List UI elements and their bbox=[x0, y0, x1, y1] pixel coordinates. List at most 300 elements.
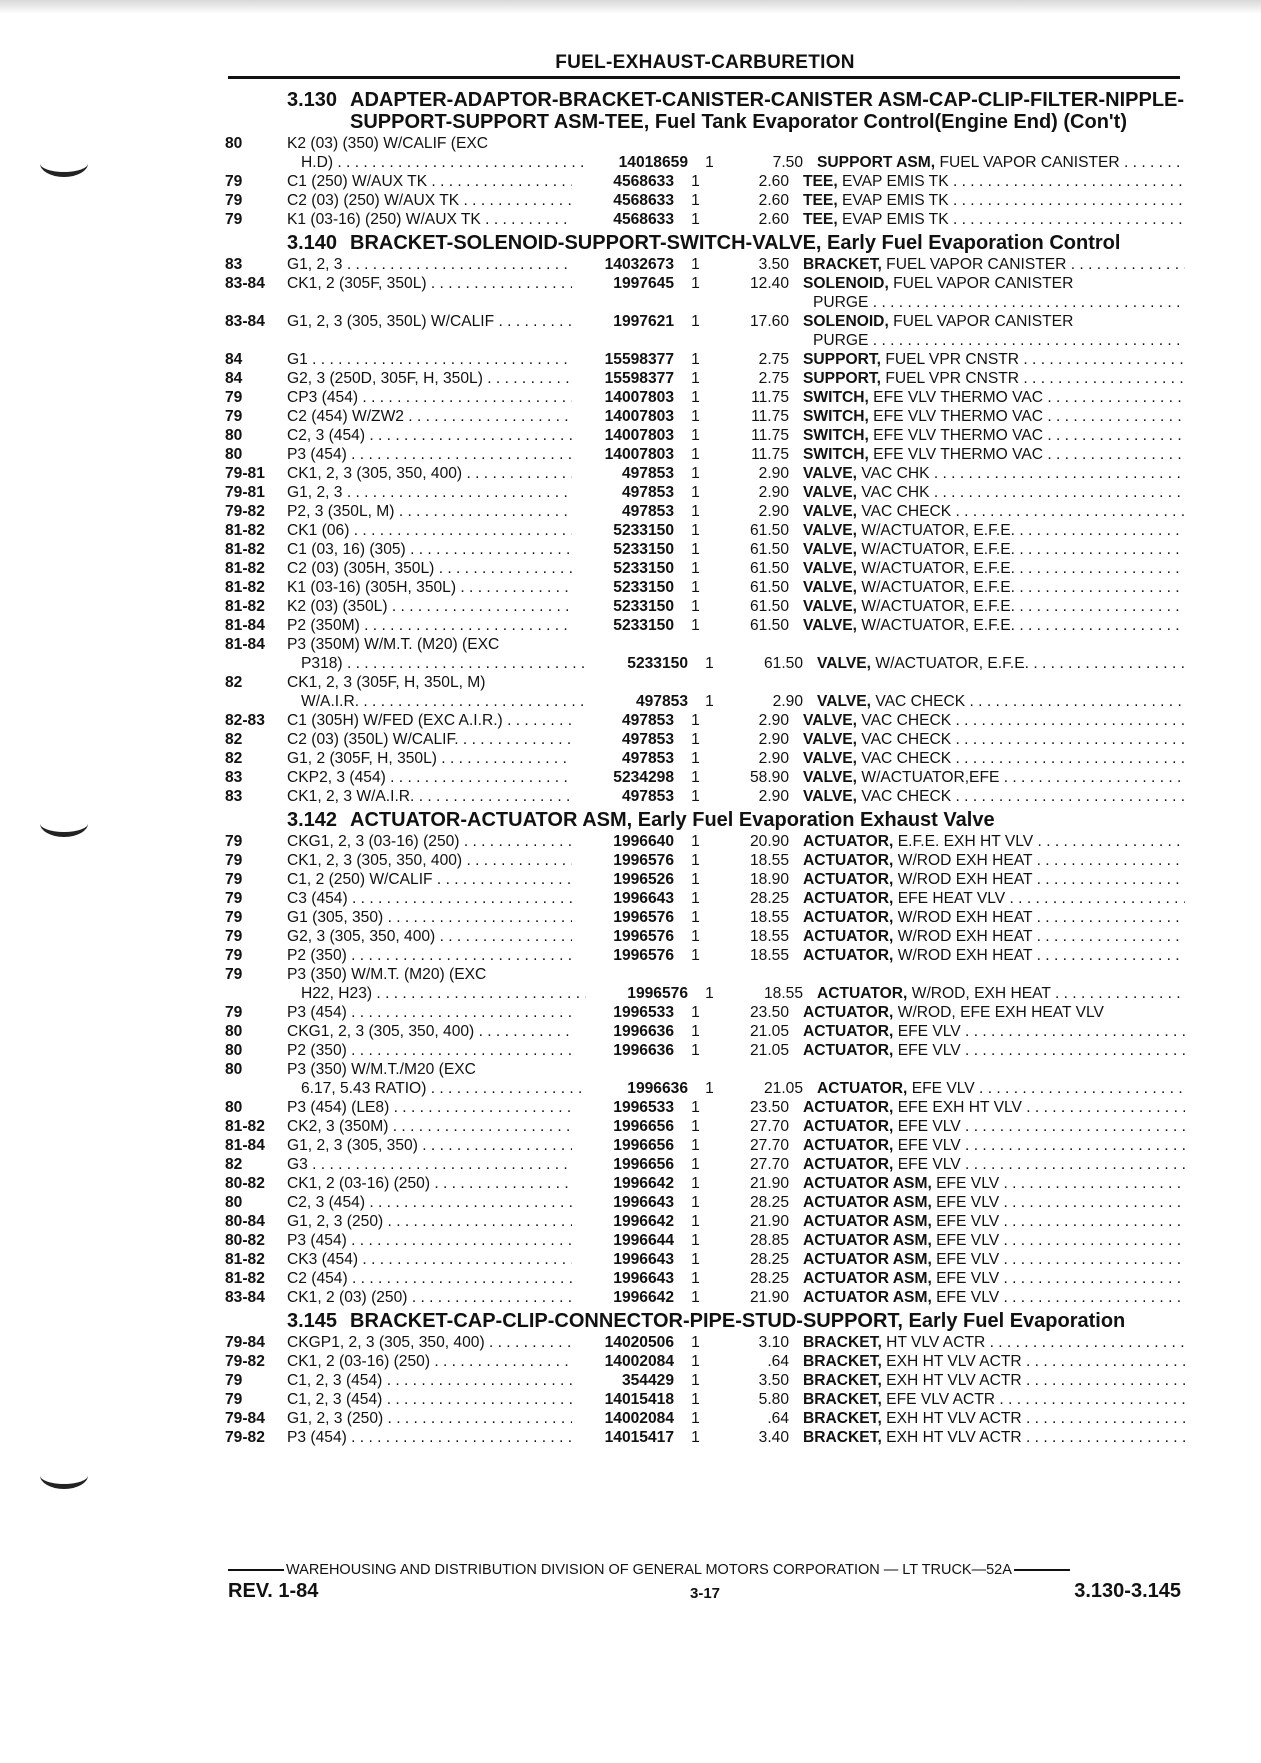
description-detail: FUEL VAPOR CANISTER bbox=[881, 256, 1067, 273]
part-number: 1996642 bbox=[613, 1213, 674, 1230]
quantity: 1 bbox=[691, 1410, 700, 1427]
part-number: 1997621 bbox=[613, 313, 674, 330]
application: G1, 2, 3 (250) . . . bbox=[287, 1212, 572, 1231]
parts-listing bbox=[225, 86, 1185, 1447]
quantity-blank bbox=[674, 134, 717, 153]
description-detail: FUEL VPR CNSTR bbox=[880, 351, 1020, 368]
part-number: 497853 bbox=[621, 465, 674, 482]
footer-division-text: WAREHOUSING AND DISTRIBUTION DIVISION OF GENERAL MOTORS CORPORATION — LT TRUCK—52A bbox=[286, 1562, 1012, 1578]
quantity: 1 bbox=[691, 712, 700, 729]
description-noun: ACTUATOR ASM, bbox=[803, 1232, 932, 1249]
part-number: 4568633 bbox=[613, 211, 674, 228]
description bbox=[789, 1041, 1185, 1060]
description-noun: BRACKET, bbox=[803, 256, 882, 273]
part-number: 14015418 bbox=[604, 1391, 674, 1408]
description bbox=[789, 1174, 1185, 1193]
description-noun: BRACKET, bbox=[803, 1391, 882, 1408]
description-noun: VALVE, bbox=[803, 465, 858, 482]
description-detail: EFE VLV THERMO VAC bbox=[868, 408, 1044, 425]
quantity: 1 bbox=[691, 370, 700, 387]
price: 2.90 bbox=[758, 465, 789, 482]
description-noun: ACTUATOR, bbox=[803, 1004, 894, 1021]
model-year: 81-84 bbox=[225, 617, 265, 634]
price: 5.80 bbox=[758, 1391, 789, 1408]
model-year: 79-81 bbox=[225, 484, 265, 501]
description-noun: VALVE, bbox=[803, 750, 858, 767]
description-detail: EXH HT VLV ACTR bbox=[881, 1353, 1022, 1370]
description-noun: VALVE, bbox=[803, 712, 858, 729]
description-blank bbox=[789, 965, 1185, 984]
price: .64 bbox=[767, 1353, 789, 1370]
price: 11.75 bbox=[751, 446, 789, 463]
part-row bbox=[225, 1231, 1185, 1250]
description bbox=[789, 1098, 1185, 1117]
price: 11.75 bbox=[751, 408, 789, 425]
description-detail: EFE VLV bbox=[931, 1289, 1000, 1306]
description-detail: W/ACTUATOR, E.F.E. bbox=[857, 579, 1015, 596]
section-title: BRACKET-CAP-CLIP-CONNECTOR-PIPE-STUD-SUPPORT, Early Fuel Evaporation bbox=[350, 1310, 1126, 1332]
description-continued-row bbox=[225, 331, 1185, 350]
description-detail: VAC CHECK bbox=[857, 503, 952, 520]
description bbox=[789, 730, 1185, 749]
description-noun: VALVE, bbox=[803, 560, 858, 577]
model-year: 79-84 bbox=[225, 1334, 265, 1351]
quantity: 1 bbox=[691, 852, 700, 869]
quantity-blank bbox=[674, 635, 717, 654]
part-number: 1996576 bbox=[613, 928, 674, 945]
quantity: 1 bbox=[691, 192, 700, 209]
model-year: 79 bbox=[225, 833, 243, 850]
description-detail: W/ROD, EXH HEAT bbox=[907, 985, 1051, 1002]
quantity-blank bbox=[674, 1060, 717, 1079]
quantity-blank bbox=[674, 673, 717, 692]
quantity-blank bbox=[674, 293, 717, 312]
part-row bbox=[225, 445, 1185, 464]
price: 61.50 bbox=[749, 598, 789, 615]
price: 2.90 bbox=[772, 693, 803, 710]
quantity: 1 bbox=[691, 522, 700, 539]
part-row bbox=[225, 616, 1185, 635]
description-noun: ACTUATOR, bbox=[803, 1137, 894, 1154]
price: 21.05 bbox=[749, 1023, 789, 1040]
part-number: 1996526 bbox=[613, 871, 674, 888]
description-noun: ACTUATOR, bbox=[803, 909, 894, 926]
application: P2, 3 (350L, M) . . . bbox=[287, 502, 572, 521]
description bbox=[803, 153, 1185, 172]
quantity: 1 bbox=[691, 1391, 700, 1408]
description-noun: SWITCH, bbox=[803, 446, 869, 463]
price: 18.55 bbox=[749, 909, 789, 926]
model-year: 81-84 bbox=[225, 1137, 265, 1154]
price: 11.75 bbox=[751, 389, 789, 406]
part-row-continued bbox=[225, 654, 1185, 673]
price: 28.25 bbox=[749, 1270, 789, 1287]
part-row-continued bbox=[225, 984, 1185, 1003]
description-noun: ACTUATOR, bbox=[803, 833, 894, 850]
model-year: 82 bbox=[225, 674, 243, 691]
part-row bbox=[225, 134, 1185, 153]
quantity: 1 bbox=[691, 750, 700, 767]
quantity: 1 bbox=[691, 389, 700, 406]
description bbox=[789, 1409, 1185, 1428]
application: G1, 2, 3 (305, 350) . . . bbox=[287, 1136, 572, 1155]
price: 3.50 bbox=[758, 1372, 789, 1389]
quantity: 1 bbox=[691, 928, 700, 945]
description-detail: W/ACTUATOR, E.F.E. bbox=[857, 598, 1015, 615]
part-number: 1996636 bbox=[613, 1023, 674, 1040]
application: C1 (305H) W/FED (EXC A.I.R.) . . . bbox=[287, 711, 572, 730]
part-number-blank bbox=[572, 635, 674, 654]
footer-revision: REV. 1-84 bbox=[228, 1580, 319, 1602]
application: P2 (350) . . . bbox=[287, 1041, 572, 1060]
price-blank bbox=[717, 673, 789, 692]
model-year: 79-82 bbox=[225, 1429, 265, 1446]
model-year: 84 bbox=[225, 351, 243, 368]
model-year: 83-84 bbox=[225, 275, 265, 292]
model-year: 79-81 bbox=[225, 465, 265, 482]
quantity: 1 bbox=[691, 1175, 700, 1192]
price: 61.50 bbox=[749, 560, 789, 577]
price: 2.90 bbox=[758, 712, 789, 729]
model-year: 82-83 bbox=[225, 712, 265, 729]
description bbox=[789, 191, 1185, 210]
description bbox=[789, 1117, 1185, 1136]
part-number-blank bbox=[572, 293, 674, 312]
part-number: 5233150 bbox=[613, 541, 674, 558]
part-row bbox=[225, 787, 1185, 806]
application: G1, 2, 3 (250) . . . bbox=[287, 1409, 572, 1428]
part-row bbox=[225, 908, 1185, 927]
part-row bbox=[225, 1390, 1185, 1409]
description-noun: SWITCH, bbox=[803, 408, 869, 425]
description bbox=[789, 908, 1185, 927]
description bbox=[789, 559, 1185, 578]
quantity: 1 bbox=[691, 833, 700, 850]
description-noun: VALVE, bbox=[803, 731, 858, 748]
description bbox=[789, 1250, 1185, 1269]
description bbox=[789, 851, 1185, 870]
section-number: 3.130 bbox=[287, 89, 338, 111]
model-year: 79 bbox=[225, 389, 243, 406]
part-number: 497853 bbox=[621, 484, 674, 501]
description-detail: W/ACTUATOR, E.F.E. bbox=[857, 541, 1015, 558]
application: CKG1, 2, 3 (03-16) (250) . . . bbox=[287, 832, 572, 851]
binder-hole-mark bbox=[40, 810, 88, 837]
quantity: 1 bbox=[691, 503, 700, 520]
part-row bbox=[225, 768, 1185, 787]
quantity: 1 bbox=[691, 1042, 700, 1059]
section-heading bbox=[225, 232, 1185, 254]
price: 2.60 bbox=[758, 192, 789, 209]
part-number: 14007803 bbox=[604, 408, 674, 425]
part-row bbox=[225, 1193, 1185, 1212]
quantity: 1 bbox=[691, 1004, 700, 1021]
quantity: 1 bbox=[691, 408, 700, 425]
description-noun: ACTUATOR, bbox=[803, 871, 894, 888]
part-row-continued bbox=[225, 692, 1185, 711]
description-detail: VAC CHECK bbox=[857, 788, 952, 805]
model-year: 83-84 bbox=[225, 1289, 265, 1306]
price: 2.60 bbox=[758, 173, 789, 190]
part-row bbox=[225, 749, 1185, 768]
quantity: 1 bbox=[691, 446, 700, 463]
part-row bbox=[225, 635, 1185, 654]
description bbox=[789, 502, 1185, 521]
part-row bbox=[225, 965, 1185, 984]
quantity: 1 bbox=[691, 1156, 700, 1173]
footer-rule-right bbox=[1014, 1569, 1070, 1571]
description-blank bbox=[789, 635, 1185, 654]
quantity: 1 bbox=[691, 173, 700, 190]
application: CK1, 2, 3 (305, 350, 400) . . . bbox=[287, 851, 572, 870]
model-year: 83 bbox=[225, 769, 243, 786]
model-year-blank bbox=[225, 331, 287, 350]
model-year: 81-82 bbox=[225, 1251, 265, 1268]
part-number: 5233150 bbox=[613, 522, 674, 539]
description bbox=[789, 445, 1185, 464]
part-row bbox=[225, 1333, 1185, 1352]
application: CK1, 2 (03-16) (250) . . . bbox=[287, 1174, 572, 1193]
description bbox=[789, 1193, 1185, 1212]
quantity-blank bbox=[674, 965, 717, 984]
description bbox=[789, 464, 1185, 483]
quantity: 1 bbox=[691, 1353, 700, 1370]
description-noun: ACTUATOR ASM, bbox=[803, 1175, 932, 1192]
model-year: 80 bbox=[225, 1042, 243, 1059]
description bbox=[789, 1022, 1185, 1041]
application: C2 (03) (250) W/AUX TK . . . bbox=[287, 191, 572, 210]
quantity: 1 bbox=[691, 313, 700, 330]
application: CKP2, 3 (454) . . . bbox=[287, 768, 572, 787]
application: G1 (305, 350) . . . bbox=[287, 908, 572, 927]
quantity: 1 bbox=[691, 890, 700, 907]
description bbox=[789, 749, 1185, 768]
application: P2 (350M) . . . bbox=[287, 616, 572, 635]
part-number: 14007803 bbox=[604, 446, 674, 463]
part-row bbox=[225, 191, 1185, 210]
quantity: 1 bbox=[691, 1334, 700, 1351]
description-noun: TEE, bbox=[803, 211, 838, 228]
description bbox=[789, 1371, 1185, 1390]
description-detail: EVAP EMIS TK bbox=[837, 173, 949, 190]
section-number: 3.145 bbox=[287, 1310, 338, 1332]
page-header-title: FUEL-EXHAUST-CARBURETION bbox=[555, 52, 855, 73]
application: CK1, 2, 3 W/A.I.R. . . . bbox=[287, 787, 572, 806]
description-detail: VAC CHK bbox=[857, 465, 930, 482]
description bbox=[789, 521, 1185, 540]
quantity: 1 bbox=[691, 617, 700, 634]
quantity: 1 bbox=[691, 1137, 700, 1154]
description-detail: EXH HT VLV ACTR bbox=[881, 1410, 1022, 1427]
quantity: 1 bbox=[691, 1429, 700, 1446]
part-number-blank bbox=[572, 965, 674, 984]
model-year: 81-82 bbox=[225, 541, 265, 558]
application: CK2, 3 (350M) . . . bbox=[287, 1117, 572, 1136]
description-detail: VAC CHK bbox=[857, 484, 930, 501]
description-detail: W/ROD EXH HEAT bbox=[893, 947, 1033, 964]
price: 28.25 bbox=[749, 1251, 789, 1268]
description-noun: BRACKET, bbox=[803, 1353, 882, 1370]
application: G1, 2 (305F, H, 350L) . . . bbox=[287, 749, 572, 768]
part-number: 1996642 bbox=[613, 1289, 674, 1306]
application: C2 (03) (305H, 350L) . . . bbox=[287, 559, 572, 578]
quantity: 1 bbox=[705, 693, 714, 710]
description bbox=[789, 832, 1185, 851]
part-row bbox=[225, 946, 1185, 965]
description bbox=[789, 274, 1185, 293]
part-row bbox=[225, 1212, 1185, 1231]
part-number: 5234298 bbox=[613, 769, 674, 786]
part-number: 354429 bbox=[621, 1372, 674, 1389]
description-detail: EFE HEAT VLV bbox=[893, 890, 1006, 907]
part-number: 15598377 bbox=[604, 370, 674, 387]
description bbox=[789, 1352, 1185, 1371]
application: C1 (03, 16) (305) . . . bbox=[287, 540, 572, 559]
application-continued: H22, H23) . . . bbox=[287, 984, 586, 1003]
description bbox=[789, 597, 1185, 616]
part-row bbox=[225, 730, 1185, 749]
quantity: 1 bbox=[691, 788, 700, 805]
application-blank bbox=[287, 331, 572, 350]
quantity: 1 bbox=[691, 211, 700, 228]
price: 12.40 bbox=[749, 275, 789, 292]
price: 7.50 bbox=[772, 154, 803, 171]
part-row bbox=[225, 350, 1185, 369]
quantity: 1 bbox=[691, 769, 700, 786]
part-number: 1996642 bbox=[613, 1175, 674, 1192]
description-noun: BRACKET, bbox=[803, 1429, 882, 1446]
description-detail: W/ACTUATOR, E.F.E. bbox=[857, 522, 1015, 539]
description bbox=[789, 255, 1185, 274]
part-number-blank bbox=[572, 1060, 674, 1079]
application: C1, 2, 3 (454) . . . bbox=[287, 1371, 572, 1390]
model-year: 79-84 bbox=[225, 1410, 265, 1427]
application: P3 (350) W/M.T. (M20) (EXC bbox=[287, 966, 487, 983]
description-noun: ACTUATOR, bbox=[803, 1156, 894, 1173]
description bbox=[789, 1390, 1185, 1409]
part-row bbox=[225, 1250, 1185, 1269]
description-continued-row bbox=[225, 293, 1185, 312]
application-continued: W/A.I.R. . . . bbox=[287, 692, 586, 711]
part-row bbox=[225, 1155, 1185, 1174]
part-row bbox=[225, 559, 1185, 578]
quantity: 1 bbox=[691, 541, 700, 558]
price: 61.50 bbox=[763, 655, 803, 672]
quantity: 1 bbox=[705, 985, 714, 1002]
application: G3 . . . bbox=[287, 1155, 572, 1174]
description-noun: ACTUATOR, bbox=[817, 985, 908, 1002]
price: 2.75 bbox=[758, 351, 789, 368]
part-number: 497853 bbox=[621, 788, 674, 805]
description bbox=[789, 927, 1185, 946]
model-year: 79 bbox=[225, 408, 243, 425]
price-blank bbox=[717, 965, 789, 984]
description-continued-text: PURGE bbox=[813, 332, 869, 349]
model-year: 80-82 bbox=[225, 1175, 265, 1192]
part-row bbox=[225, 1288, 1185, 1307]
quantity: 1 bbox=[691, 1213, 700, 1230]
model-year: 83 bbox=[225, 256, 243, 273]
description-detail: W/ROD EXH HEAT bbox=[893, 852, 1033, 869]
part-row bbox=[225, 407, 1185, 426]
section-number: 3.140 bbox=[287, 232, 338, 254]
model-year: 81-82 bbox=[225, 579, 265, 596]
model-year: 79-82 bbox=[225, 503, 265, 520]
price: 17.60 bbox=[749, 313, 789, 330]
quantity: 1 bbox=[691, 1023, 700, 1040]
part-number: 1996643 bbox=[613, 1270, 674, 1287]
price: 18.55 bbox=[763, 985, 803, 1002]
quantity: 1 bbox=[691, 1232, 700, 1249]
price: 20.90 bbox=[749, 833, 789, 850]
part-row bbox=[225, 388, 1185, 407]
quantity: 1 bbox=[691, 598, 700, 615]
price: 2.90 bbox=[758, 731, 789, 748]
description-detail: W/ROD, EFE EXH HEAT VLV bbox=[893, 1004, 1104, 1021]
description-noun: BRACKET, bbox=[803, 1334, 882, 1351]
description bbox=[789, 616, 1185, 635]
description-detail: EFE VLV bbox=[893, 1137, 961, 1154]
description-noun: VALVE, bbox=[803, 541, 858, 558]
part-row bbox=[225, 1117, 1185, 1136]
part-row bbox=[225, 426, 1185, 445]
price: 18.55 bbox=[749, 947, 789, 964]
model-year: 83-84 bbox=[225, 313, 265, 330]
application: CK1, 2 (03) (250) . . . bbox=[287, 1288, 572, 1307]
description-noun: VALVE, bbox=[803, 617, 858, 634]
description-detail: VAC CHECK bbox=[857, 712, 952, 729]
quantity: 1 bbox=[691, 1251, 700, 1268]
description-blank bbox=[789, 1060, 1185, 1079]
price: 18.55 bbox=[749, 928, 789, 945]
part-number: 14007803 bbox=[604, 427, 674, 444]
quantity: 1 bbox=[705, 1080, 714, 1097]
quantity: 1 bbox=[691, 465, 700, 482]
model-year: 80 bbox=[225, 1023, 243, 1040]
part-number: 1996644 bbox=[613, 1232, 674, 1249]
price: 2.90 bbox=[758, 750, 789, 767]
model-year: 79 bbox=[225, 1372, 243, 1389]
model-year-blank bbox=[225, 293, 287, 312]
application: P3 (350M) W/M.T. (M20) (EXC bbox=[287, 636, 500, 653]
model-year: 81-82 bbox=[225, 560, 265, 577]
description-detail: EVAP EMIS TK bbox=[837, 211, 949, 228]
application: K2 (03) (350L) . . . bbox=[287, 597, 572, 616]
description bbox=[789, 1212, 1185, 1231]
description bbox=[789, 889, 1185, 908]
part-row-continued bbox=[225, 153, 1185, 172]
part-number: 5233150 bbox=[613, 560, 674, 577]
application: CKGP1, 2, 3 (305, 350, 400) . . . bbox=[287, 1333, 572, 1352]
price: 23.50 bbox=[749, 1099, 789, 1116]
part-number: 1996533 bbox=[613, 1004, 674, 1021]
description-noun: VALVE, bbox=[803, 484, 858, 501]
application: G1, 2, 3 (305, 350L) W/CALIF . . . bbox=[287, 312, 572, 331]
part-row bbox=[225, 927, 1185, 946]
model-year-blank bbox=[225, 153, 287, 172]
quantity: 1 bbox=[691, 1194, 700, 1211]
model-year: 79 bbox=[225, 173, 243, 190]
price: 2.90 bbox=[758, 788, 789, 805]
footer-page-number: 3-17 bbox=[690, 1585, 721, 1602]
part-row bbox=[225, 1371, 1185, 1390]
quantity: 1 bbox=[705, 154, 714, 171]
part-number-blank bbox=[572, 134, 674, 153]
part-number: 5233150 bbox=[613, 598, 674, 615]
model-year-blank bbox=[225, 654, 287, 673]
quantity-blank bbox=[674, 331, 717, 350]
application: CK1, 2, 3 (305, 350, 400) . . . bbox=[287, 464, 572, 483]
